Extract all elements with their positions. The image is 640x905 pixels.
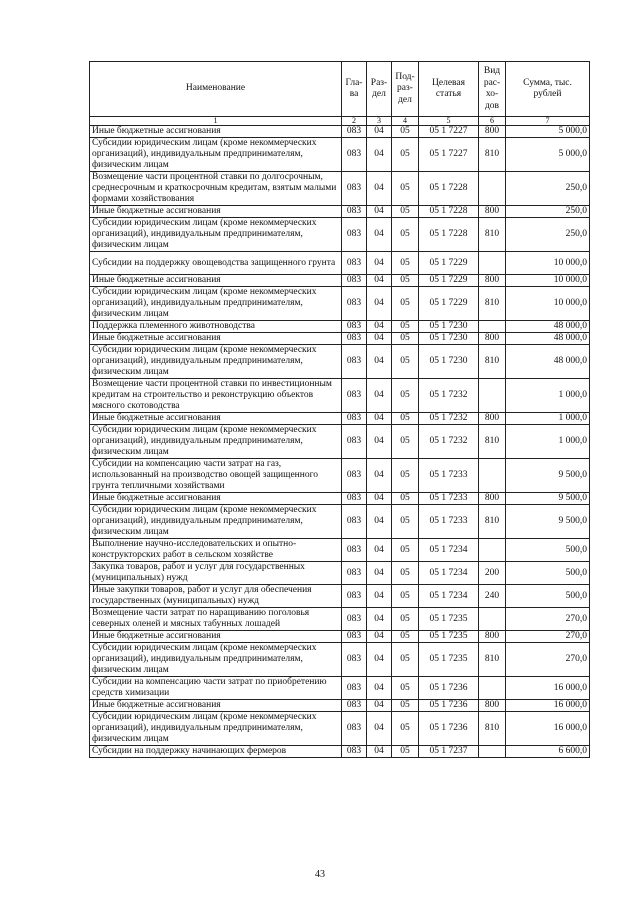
cell-glava: 083 (342, 677, 367, 700)
cell-name: Субсидии юридическим лицам (кроме некоммерческих организаций), индивидуальным предпринимателям, физическим лицам (90, 712, 342, 746)
cell-podrazdel: 05 (392, 333, 419, 345)
cell-sum: 500,0 (506, 585, 590, 608)
budget-table-sheet (89, 61, 589, 758)
cell-sum: 250,0 (506, 172, 590, 206)
cell-vid: 810 (479, 425, 506, 459)
table-row (90, 333, 590, 345)
cell-target: 05 1 7234 (419, 539, 479, 562)
table-row (90, 172, 590, 206)
cell-sum: 9 500,0 (506, 493, 590, 505)
cell-podrazdel: 05 (392, 218, 419, 252)
cell-name: Иные бюджетные ассигнования (90, 275, 342, 287)
cell-target: 05 1 7234 (419, 585, 479, 608)
cell-sum: 1 000,0 (506, 413, 590, 425)
cell-razdel: 04 (367, 413, 392, 425)
table-row (90, 126, 590, 138)
cell-vid: 810 (479, 505, 506, 539)
column-number-row (90, 117, 590, 126)
cell-sum: 500,0 (506, 539, 590, 562)
cell-glava: 083 (342, 275, 367, 287)
cell-podrazdel: 05 (392, 677, 419, 700)
cell-target: 05 1 7232 (419, 413, 479, 425)
cell-sum: 48 000,0 (506, 333, 590, 345)
table-row (90, 413, 590, 425)
page-number: 43 (315, 869, 325, 880)
cell-sum: 1 000,0 (506, 379, 590, 413)
cell-glava: 083 (342, 562, 367, 585)
cell-glava: 083 (342, 700, 367, 712)
cell-vid: 810 (479, 287, 506, 321)
cell-glava: 083 (342, 138, 367, 172)
cell-target: 05 1 7234 (419, 562, 479, 585)
cell-name: Субсидии юридическим лицам (кроме некоммерческих организаций), индивидуальным предпринимателям, физическим лицам (90, 287, 342, 321)
cell-podrazdel: 05 (392, 631, 419, 643)
cell-glava: 083 (342, 493, 367, 505)
cell-vid (479, 252, 506, 275)
table-row (90, 631, 590, 643)
cell-sum: 48 000,0 (506, 345, 590, 379)
cell-sum: 16 000,0 (506, 712, 590, 746)
column-number: 1 (90, 117, 342, 126)
cell-target: 05 1 7236 (419, 700, 479, 712)
cell-vid: 800 (479, 631, 506, 643)
cell-podrazdel: 05 (392, 287, 419, 321)
table-row (90, 218, 590, 252)
cell-target: 05 1 7235 (419, 643, 479, 677)
cell-name: Субсидии юридическим лицам (кроме некоммерческих организаций), индивидуальным предпринимателям, физическим лицам (90, 505, 342, 539)
cell-podrazdel: 05 (392, 493, 419, 505)
column-number: 3 (367, 117, 392, 126)
cell-sum: 48 000,0 (506, 321, 590, 333)
cell-vid: 810 (479, 345, 506, 379)
cell-razdel: 04 (367, 172, 392, 206)
cell-podrazdel: 05 (392, 425, 419, 459)
cell-vid: 800 (479, 413, 506, 425)
table-row (90, 425, 590, 459)
cell-razdel: 04 (367, 206, 392, 218)
cell-vid (479, 321, 506, 333)
cell-name: Иные бюджетные ассигнования (90, 493, 342, 505)
cell-name: Иные бюджетные ассигнования (90, 413, 342, 425)
cell-target: 05 1 7230 (419, 345, 479, 379)
cell-podrazdel: 05 (392, 700, 419, 712)
cell-razdel: 04 (367, 746, 392, 758)
cell-name: Возмещение части процентной ставки по инвестиционным кредитам на строительство и реконструкцию объектов мясного скотоводства (90, 379, 342, 413)
cell-target: 05 1 7229 (419, 275, 479, 287)
cell-glava: 083 (342, 425, 367, 459)
cell-glava: 083 (342, 608, 367, 631)
header-glava: Гла-ва (342, 62, 367, 117)
table-row (90, 712, 590, 746)
cell-name: Иные закупки товаров, работ и услуг для обеспечения государственных (муниципальных) нужд (90, 585, 342, 608)
cell-podrazdel: 05 (392, 275, 419, 287)
cell-vid: 810 (479, 643, 506, 677)
cell-sum: 16 000,0 (506, 677, 590, 700)
cell-podrazdel: 05 (392, 459, 419, 493)
cell-target: 05 1 7232 (419, 379, 479, 413)
cell-target: 05 1 7229 (419, 287, 479, 321)
cell-name: Иные бюджетные ассигнования (90, 700, 342, 712)
cell-razdel: 04 (367, 712, 392, 746)
cell-glava: 083 (342, 172, 367, 206)
cell-glava: 083 (342, 539, 367, 562)
cell-glava: 083 (342, 459, 367, 493)
cell-vid (479, 539, 506, 562)
cell-vid (479, 746, 506, 758)
cell-vid: 810 (479, 138, 506, 172)
cell-vid (479, 677, 506, 700)
header-podrazdel: Под-раз-дел (392, 62, 419, 117)
cell-vid: 800 (479, 206, 506, 218)
table-row (90, 493, 590, 505)
cell-target: 05 1 7228 (419, 172, 479, 206)
column-number: 7 (506, 117, 590, 126)
cell-sum: 9 500,0 (506, 505, 590, 539)
table-row (90, 505, 590, 539)
cell-razdel: 04 (367, 275, 392, 287)
cell-name: Субсидии юридическим лицам (кроме некоммерческих организаций), индивидуальным предпринимателям, физическим лицам (90, 138, 342, 172)
table-row (90, 643, 590, 677)
cell-vid: 810 (479, 712, 506, 746)
cell-glava: 083 (342, 126, 367, 138)
cell-vid: 810 (479, 218, 506, 252)
cell-razdel: 04 (367, 585, 392, 608)
cell-target: 05 1 7233 (419, 459, 479, 493)
cell-podrazdel: 05 (392, 712, 419, 746)
cell-name: Закупка товаров, работ и услуг для государственных (муниципальных) нужд (90, 562, 342, 585)
cell-razdel: 04 (367, 493, 392, 505)
cell-razdel: 04 (367, 345, 392, 379)
cell-sum: 1 000,0 (506, 425, 590, 459)
cell-name: Выполнение научно-исследовательских и опытно-конструкторских работ в сельском хозяйстве (90, 539, 342, 562)
cell-name: Иные бюджетные ассигнования (90, 126, 342, 138)
cell-target: 05 1 7228 (419, 206, 479, 218)
cell-vid (479, 608, 506, 631)
table-row (90, 138, 590, 172)
cell-podrazdel: 05 (392, 643, 419, 677)
cell-vid (479, 379, 506, 413)
cell-razdel: 04 (367, 252, 392, 275)
table-row (90, 275, 590, 287)
cell-razdel: 04 (367, 287, 392, 321)
cell-name: Субсидии на поддержку овощеводства защищенного грунта (90, 252, 342, 275)
cell-name: Иные бюджетные ассигнования (90, 631, 342, 643)
cell-sum: 6 600,0 (506, 746, 590, 758)
cell-podrazdel: 05 (392, 345, 419, 379)
cell-sum: 10 000,0 (506, 252, 590, 275)
cell-target: 05 1 7237 (419, 746, 479, 758)
cell-razdel: 04 (367, 700, 392, 712)
table-row (90, 287, 590, 321)
cell-sum: 500,0 (506, 562, 590, 585)
column-number: 6 (479, 117, 506, 126)
cell-glava: 083 (342, 218, 367, 252)
cell-name: Субсидии юридическим лицам (кроме некоммерческих организаций), индивидуальным предпринимателям, физическим лицам (90, 345, 342, 379)
table-header-row (90, 62, 590, 117)
cell-glava: 083 (342, 287, 367, 321)
cell-podrazdel: 05 (392, 562, 419, 585)
cell-vid: 800 (479, 333, 506, 345)
cell-razdel: 04 (367, 631, 392, 643)
cell-podrazdel: 05 (392, 252, 419, 275)
cell-sum: 16 000,0 (506, 700, 590, 712)
table-row (90, 321, 590, 333)
cell-name: Субсидии юридическим лицам (кроме некоммерческих организаций), индивидуальным предпринимателям, физическим лицам (90, 643, 342, 677)
table-row (90, 562, 590, 585)
cell-name: Субсидии юридическим лицам (кроме некоммерческих организаций), индивидуальным предпринимателям, физическим лицам (90, 425, 342, 459)
header-razdel: Раз-дел (367, 62, 392, 117)
cell-podrazdel: 05 (392, 172, 419, 206)
cell-glava: 083 (342, 413, 367, 425)
cell-glava: 083 (342, 321, 367, 333)
cell-glava: 083 (342, 333, 367, 345)
cell-name: Субсидии на компенсацию части затрат по приобретению средств химизации (90, 677, 342, 700)
cell-name: Возмещение части процентной ставки по долгосрочным, среднесрочным и краткосрочным кредитам, взятым малыми формами хозяйствования (90, 172, 342, 206)
cell-target: 05 1 7227 (419, 126, 479, 138)
cell-sum: 270,0 (506, 631, 590, 643)
cell-glava: 083 (342, 252, 367, 275)
cell-podrazdel: 05 (392, 379, 419, 413)
cell-podrazdel: 05 (392, 126, 419, 138)
cell-target: 05 1 7228 (419, 218, 479, 252)
cell-razdel: 04 (367, 126, 392, 138)
cell-target: 05 1 7227 (419, 138, 479, 172)
cell-podrazdel: 05 (392, 413, 419, 425)
cell-glava: 083 (342, 379, 367, 413)
cell-name: Субсидии на поддержку начинающих фермеров (90, 746, 342, 758)
cell-podrazdel: 05 (392, 608, 419, 631)
table-row (90, 379, 590, 413)
cell-target: 05 1 7235 (419, 631, 479, 643)
cell-sum: 250,0 (506, 206, 590, 218)
cell-vid: 800 (479, 700, 506, 712)
cell-razdel: 04 (367, 643, 392, 677)
cell-vid: 200 (479, 562, 506, 585)
cell-name: Возмещение части затрат по наращиванию поголовья северных оленей и мясных табунных лошадей (90, 608, 342, 631)
cell-razdel: 04 (367, 459, 392, 493)
cell-vid (479, 459, 506, 493)
cell-name: Иные бюджетные ассигнования (90, 333, 342, 345)
budget-table (89, 61, 590, 758)
cell-glava: 083 (342, 345, 367, 379)
cell-razdel: 04 (367, 562, 392, 585)
cell-glava: 083 (342, 505, 367, 539)
cell-razdel: 04 (367, 218, 392, 252)
cell-name: Субсидии на компенсацию части затрат на газ, использованный на производство овощей защищенного грунта тепличными хозяйствами (90, 459, 342, 493)
table-body (90, 126, 590, 758)
cell-vid (479, 172, 506, 206)
table-row (90, 459, 590, 493)
table-row (90, 585, 590, 608)
table-row (90, 746, 590, 758)
cell-razdel: 04 (367, 138, 392, 172)
cell-podrazdel: 05 (392, 206, 419, 218)
cell-glava: 083 (342, 585, 367, 608)
cell-name: Поддержка племенного животноводства (90, 321, 342, 333)
cell-vid: 800 (479, 126, 506, 138)
cell-target: 05 1 7230 (419, 333, 479, 345)
cell-name: Иные бюджетные ассигнования (90, 206, 342, 218)
column-number: 4 (392, 117, 419, 126)
cell-target: 05 1 7232 (419, 425, 479, 459)
cell-name: Субсидии юридическим лицам (кроме некоммерческих организаций), индивидуальным предпринимателям, физическим лицам (90, 218, 342, 252)
cell-glava: 083 (342, 643, 367, 677)
cell-razdel: 04 (367, 321, 392, 333)
table-row (90, 539, 590, 562)
cell-razdel: 04 (367, 539, 392, 562)
cell-sum: 10 000,0 (506, 275, 590, 287)
table-row (90, 700, 590, 712)
cell-target: 05 1 7230 (419, 321, 479, 333)
cell-glava: 083 (342, 631, 367, 643)
column-number: 2 (342, 117, 367, 126)
table-row (90, 206, 590, 218)
header-sum: Сумма, тыс. рублей (506, 62, 590, 117)
cell-sum: 250,0 (506, 218, 590, 252)
cell-sum: 5 000,0 (506, 126, 590, 138)
cell-sum: 5 000,0 (506, 138, 590, 172)
cell-razdel: 04 (367, 333, 392, 345)
cell-target: 05 1 7233 (419, 493, 479, 505)
table-row (90, 252, 590, 275)
column-number: 5 (419, 117, 479, 126)
cell-target: 05 1 7233 (419, 505, 479, 539)
cell-vid: 240 (479, 585, 506, 608)
cell-target: 05 1 7236 (419, 712, 479, 746)
cell-glava: 083 (342, 746, 367, 758)
cell-podrazdel: 05 (392, 746, 419, 758)
header-vid: Вид рас-хо-дов (479, 62, 506, 117)
cell-razdel: 04 (367, 608, 392, 631)
cell-target: 05 1 7229 (419, 252, 479, 275)
cell-podrazdel: 05 (392, 321, 419, 333)
table-row (90, 677, 590, 700)
cell-podrazdel: 05 (392, 505, 419, 539)
cell-glava: 083 (342, 712, 367, 746)
cell-sum: 270,0 (506, 608, 590, 631)
header-target: Целевая статья (419, 62, 479, 117)
header-name: Наименование (90, 62, 342, 117)
cell-vid: 800 (479, 275, 506, 287)
cell-target: 05 1 7236 (419, 677, 479, 700)
cell-razdel: 04 (367, 425, 392, 459)
cell-razdel: 04 (367, 379, 392, 413)
cell-sum: 10 000,0 (506, 287, 590, 321)
cell-razdel: 04 (367, 505, 392, 539)
table-row (90, 608, 590, 631)
cell-podrazdel: 05 (392, 585, 419, 608)
cell-podrazdel: 05 (392, 539, 419, 562)
cell-podrazdel: 05 (392, 138, 419, 172)
cell-vid: 800 (479, 493, 506, 505)
cell-target: 05 1 7235 (419, 608, 479, 631)
table-row (90, 345, 590, 379)
cell-glava: 083 (342, 206, 367, 218)
cell-sum: 9 500,0 (506, 459, 590, 493)
cell-sum: 270,0 (506, 643, 590, 677)
cell-razdel: 04 (367, 677, 392, 700)
